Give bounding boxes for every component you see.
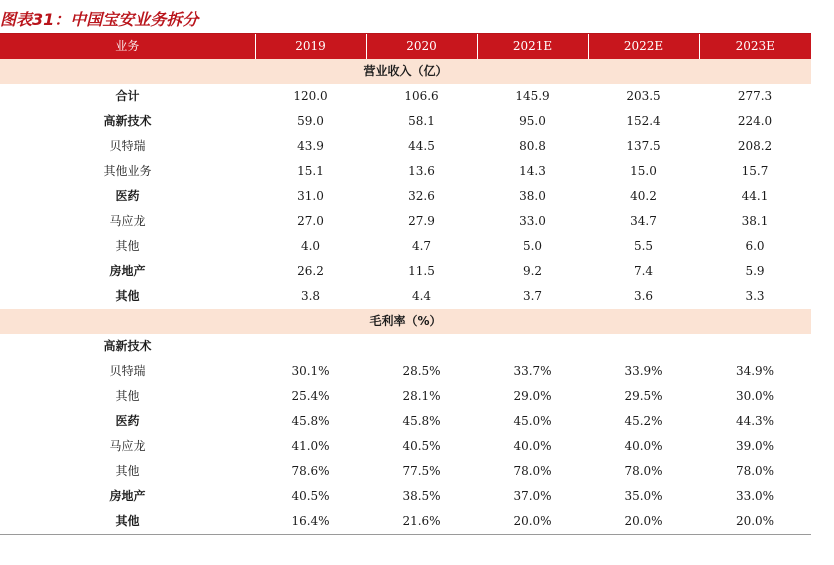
table-cell: 40.5% bbox=[291, 489, 330, 503]
table-cell: 38.1 bbox=[741, 214, 769, 228]
row-label: 其他 bbox=[0, 509, 255, 535]
table-cell: 31.0 bbox=[297, 189, 324, 203]
table-row bbox=[0, 209, 811, 234]
table-cell: 41.0% bbox=[291, 439, 330, 453]
table-cell: 20.0% bbox=[699, 509, 811, 535]
table-cell: 106.6 bbox=[404, 89, 439, 103]
table-cell: 32.6 bbox=[408, 189, 435, 203]
table-cell: 30.0% bbox=[735, 389, 775, 403]
table-cell: 30.1% bbox=[291, 364, 330, 378]
table-row bbox=[0, 109, 811, 134]
table-cell: 77.5% bbox=[402, 464, 441, 478]
table-cell: 35.0% bbox=[624, 489, 663, 503]
table-cell: 3.3 bbox=[745, 289, 765, 303]
header-2020: 2020 bbox=[366, 34, 477, 59]
section-title: 营业收入（亿） bbox=[0, 59, 811, 84]
table-cell: 45.2% bbox=[624, 414, 663, 428]
table-cell: 34.9% bbox=[735, 364, 775, 378]
section-header-row bbox=[0, 59, 811, 84]
row-label: 其他 bbox=[115, 239, 140, 253]
table-cell: 38.0 bbox=[519, 189, 546, 203]
table-row bbox=[0, 284, 811, 309]
table-cell: 40.0% bbox=[513, 439, 552, 453]
header-2021e: 2021E bbox=[477, 34, 588, 59]
row-label: 贝特瑞 bbox=[109, 364, 146, 378]
table-cell: 78.0% bbox=[735, 464, 775, 478]
table-cell: 6.0 bbox=[745, 239, 765, 253]
table-body bbox=[0, 59, 811, 535]
table-cell bbox=[588, 334, 699, 359]
table-cell: 45.8% bbox=[402, 414, 441, 428]
table-cell: 28.1% bbox=[402, 389, 441, 403]
table-cell: 137.5 bbox=[626, 139, 661, 153]
table-cell: 16.4% bbox=[255, 509, 366, 535]
table-cell: 34.7 bbox=[630, 214, 657, 228]
table-cell: 95.0 bbox=[519, 114, 546, 128]
table-cell: 38.5% bbox=[402, 489, 441, 503]
table-cell bbox=[255, 334, 366, 359]
table-row bbox=[0, 434, 811, 459]
section-header-row bbox=[0, 309, 811, 334]
table-cell: 33.9% bbox=[624, 364, 663, 378]
table-cell: 28.5% bbox=[402, 364, 441, 378]
table-row bbox=[0, 159, 811, 184]
table-cell: 11.5 bbox=[408, 264, 435, 278]
table-cell: 37.0% bbox=[513, 489, 552, 503]
table-row bbox=[0, 334, 811, 359]
table-row bbox=[0, 384, 811, 409]
table-cell: 9.2 bbox=[522, 264, 543, 278]
business-breakdown-table bbox=[0, 34, 811, 535]
row-label: 合计 bbox=[115, 89, 140, 103]
table-cell: 4.7 bbox=[411, 239, 432, 253]
table-cell: 44.3% bbox=[735, 414, 775, 428]
header-2019: 2019 bbox=[255, 34, 366, 59]
table-cell: 44.5 bbox=[408, 139, 435, 153]
table-cell: 3.8 bbox=[300, 289, 321, 303]
table-header-row bbox=[0, 34, 811, 59]
header-2022e: 2022E bbox=[588, 34, 699, 59]
table-cell: 44.1 bbox=[741, 189, 769, 203]
figure-title: 图表31：中国宝安业务拆分 bbox=[0, 10, 199, 29]
table-cell: 45.8% bbox=[291, 414, 330, 428]
table-cell bbox=[477, 334, 588, 359]
table-cell bbox=[366, 334, 477, 359]
table-row bbox=[0, 234, 811, 259]
row-label: 房地产 bbox=[109, 264, 146, 278]
table-row bbox=[0, 134, 811, 159]
table-cell: 40.5% bbox=[402, 439, 441, 453]
row-label: 医药 bbox=[115, 414, 140, 428]
table-cell: 3.7 bbox=[522, 289, 543, 303]
table-cell: 33.7% bbox=[513, 364, 552, 378]
row-label: 贝特瑞 bbox=[109, 139, 146, 153]
table-row bbox=[0, 409, 811, 434]
table-cell: 120.0 bbox=[293, 89, 328, 103]
table-cell: 40.0% bbox=[624, 439, 663, 453]
table-cell: 4.4 bbox=[411, 289, 432, 303]
table-cell: 40.2 bbox=[630, 189, 657, 203]
table-cell: 15.7 bbox=[741, 164, 769, 178]
table-cell: 14.3 bbox=[519, 164, 546, 178]
table-cell: 5.9 bbox=[745, 264, 765, 278]
table-cell: 20.0% bbox=[588, 509, 699, 535]
table-row bbox=[0, 184, 811, 209]
row-label: 其他 bbox=[115, 289, 140, 303]
table-cell: 33.0% bbox=[735, 489, 775, 503]
table-cell: 15.0 bbox=[630, 164, 657, 178]
table-cell: 45.0% bbox=[513, 414, 552, 428]
row-label: 马应龙 bbox=[109, 214, 146, 228]
table-cell: 4.0 bbox=[300, 239, 321, 253]
row-label: 其他 bbox=[115, 389, 140, 403]
table-cell: 3.6 bbox=[633, 289, 654, 303]
table-cell: 27.0 bbox=[297, 214, 324, 228]
header-2023e: 2023E bbox=[699, 34, 811, 59]
table-cell: 29.5% bbox=[624, 389, 663, 403]
header-business: 业务 bbox=[0, 34, 255, 59]
table-cell: 21.6% bbox=[366, 509, 477, 535]
row-label: 其他 bbox=[115, 464, 140, 478]
table-cell: 59.0 bbox=[297, 114, 324, 128]
table-cell: 5.5 bbox=[633, 239, 654, 253]
table-cell: 13.6 bbox=[408, 164, 435, 178]
table-cell: 78.0% bbox=[513, 464, 552, 478]
table-cell bbox=[699, 334, 811, 359]
table-cell: 25.4% bbox=[291, 389, 330, 403]
table-cell: 7.4 bbox=[633, 264, 654, 278]
row-label: 房地产 bbox=[109, 489, 146, 503]
row-label: 其他业务 bbox=[103, 164, 152, 178]
table-cell: 78.0% bbox=[624, 464, 663, 478]
table-cell: 43.9 bbox=[297, 139, 324, 153]
table-cell: 224.0 bbox=[737, 114, 773, 128]
table-cell: 152.4 bbox=[626, 114, 661, 128]
table-cell: 29.0% bbox=[513, 389, 552, 403]
row-label: 马应龙 bbox=[109, 439, 146, 453]
table-cell: 145.9 bbox=[515, 89, 550, 103]
table-row bbox=[0, 484, 811, 509]
table-cell: 203.5 bbox=[626, 89, 661, 103]
table-row bbox=[0, 359, 811, 384]
row-label: 高新技术 bbox=[103, 339, 152, 353]
section-title: 毛利率（%） bbox=[0, 309, 811, 334]
table-cell: 277.3 bbox=[737, 89, 773, 103]
table-cell: 15.1 bbox=[297, 164, 324, 178]
table-row bbox=[0, 459, 811, 484]
table-row bbox=[0, 259, 811, 284]
table-cell: 58.1 bbox=[408, 114, 435, 128]
table-cell: 80.8 bbox=[519, 139, 546, 153]
table-cell: 39.0% bbox=[735, 439, 775, 453]
table-cell: 20.0% bbox=[477, 509, 588, 535]
table-cell: 27.9 bbox=[408, 214, 435, 228]
row-label: 医药 bbox=[115, 189, 140, 203]
table-row bbox=[0, 84, 811, 109]
table-cell: 26.2 bbox=[297, 264, 324, 278]
table-row bbox=[0, 509, 811, 535]
table-cell: 5.0 bbox=[522, 239, 543, 253]
table-cell: 33.0 bbox=[519, 214, 546, 228]
row-label: 高新技术 bbox=[103, 114, 152, 128]
table-cell: 208.2 bbox=[737, 139, 773, 153]
table-cell: 78.6% bbox=[291, 464, 330, 478]
